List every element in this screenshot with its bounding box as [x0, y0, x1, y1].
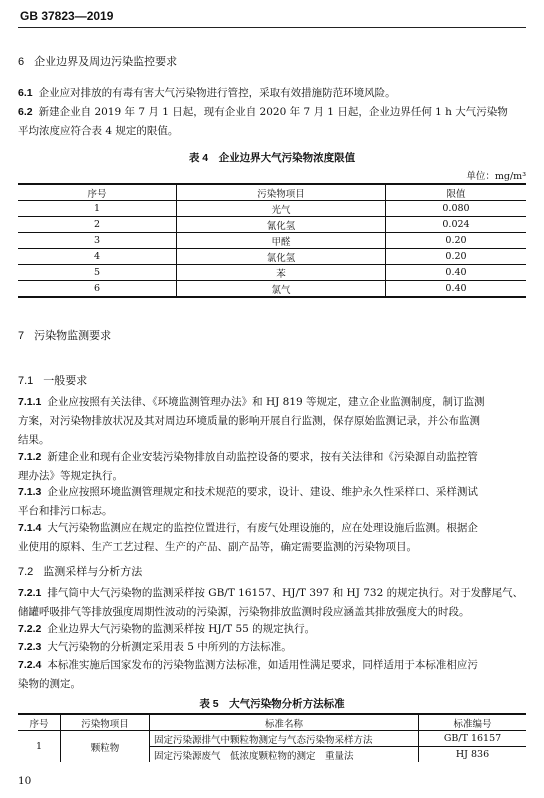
clause-text-line: 新建企业和现有企业安装污染物排放自动监控设备的要求，按有关法律和《污染源自动监控管 [47, 451, 478, 463]
table-4 [18, 183, 526, 298]
clause-text-line: 染物的测定。 [18, 678, 81, 690]
table-row [18, 265, 526, 281]
cell-limit: 0.40 [386, 265, 527, 281]
standard-header: GB 37823—2019 [20, 9, 114, 23]
cell-limit: 0.024 [386, 217, 527, 233]
cell-no: 5 [18, 265, 177, 281]
clause-text-line: 本标准实施后国家发布的污染物监测方法标准，如适用性满足要求，同样适用于本标准相应污 [47, 659, 478, 671]
cell-limit: 0.080 [386, 201, 527, 217]
clause-text-line: 新建企业自 2019 年 7 月 1 日起，现有企业自 2020 年 7 月 1 日起，企业边界任何 1 h 大气污染物 [38, 106, 508, 118]
paragraph-7-1-3 [18, 483, 528, 521]
clause-text-line: 平台和排污口标志。 [18, 505, 113, 517]
column-header: 标准编号 [419, 714, 527, 731]
table-row [18, 201, 526, 217]
column-header: 标准名称 [150, 714, 419, 731]
clause-text-line: 方案，对污染物排放状况及其对周边环境质量的影响开展自行监测，保存原始监测记录，并公布监测 [18, 415, 480, 427]
cell-pollutant: 氰化氢 [177, 217, 386, 233]
paragraph-7-1-4 [18, 519, 528, 557]
cell-limit: 0.20 [386, 249, 527, 265]
clause-text-line: 业使用的原料、生产工艺过程、生产的产品、副产品等，确定需要监测的污染物项目。 [18, 541, 417, 553]
column-header: 污染物项目 [177, 184, 386, 201]
column-header: 污染物项目 [61, 714, 150, 731]
cell-no: 3 [18, 233, 177, 249]
clause-text-line: 企业应按照有关法律、《环境监测管理办法》和 HJ 819 等规定，建立企业监测制度，制订监测 [47, 396, 485, 408]
clause-text-line: 结果。 [18, 434, 50, 446]
cell-standard-name: 固定污染源排气中颗粒物测定与气态污染物采样方法 [150, 731, 419, 747]
section-title: 污染物监测要求 [34, 330, 112, 342]
clause-number: 7.1.1 [18, 396, 42, 408]
paragraph-6-1 [18, 84, 528, 103]
cell-no: 1 [18, 201, 177, 217]
clause-text-line: 排气筒中大气污染物的监测采样按 GB/T 16157、HJ/T 397 和 HJ 732 的规定执行。对于发酵尾气、 [47, 587, 524, 599]
section-number: 7 [18, 330, 25, 342]
clause-text-line: 平均浓度应符合表 4 规定的限值。 [18, 125, 179, 137]
table-row [18, 281, 526, 298]
section-title: 一般要求 [43, 375, 88, 387]
table-row [18, 233, 526, 249]
section-title: 企业边界及周边污染监控要求 [34, 56, 178, 68]
cell-no: 1 [35, 741, 43, 752]
clause-text-line: 储罐呼吸排气等排放强度周期性波动的污染源，污染物排放监测时段应涵盖其排放强度大的时段。 [18, 606, 470, 618]
page-number: 10 [18, 775, 32, 787]
header-rule [18, 27, 526, 28]
cell-standard-code: HJ 836 [419, 747, 527, 763]
clause-text-line: 大气污染物监测应在规定的监控位置进行，有废气处理设施的，应在处理设施后监测。根据企 [47, 522, 478, 534]
clause-number: 7.2.1 [18, 587, 42, 599]
section-6-heading [18, 53, 177, 69]
paragraph-7-2-4 [18, 656, 528, 694]
clause-number: 7.2.3 [18, 641, 42, 653]
paragraph-6-2 [18, 103, 528, 141]
clause-text: 企业边界大气污染物的监测采样按 HJ/T 55 的规定执行。 [47, 623, 316, 635]
cell-standard-name: 固定污染源废气 低浓度颗粒物的测定 重量法 [150, 747, 419, 763]
clause-number: 6.1 [18, 87, 33, 99]
clause-number: 6.2 [18, 106, 33, 118]
section-number: 7.1 [18, 375, 34, 387]
table-row [18, 249, 526, 265]
cell-limit: 0.20 [386, 233, 527, 249]
section-number: 6 [18, 56, 25, 68]
section-number: 7.2 [18, 566, 34, 578]
clause-text: 大气污染物的分析测定采用表 5 中所列的方法标准。 [47, 641, 292, 653]
cell-pollutant: 苯 [177, 265, 386, 281]
table-row [18, 731, 526, 747]
table-row [18, 217, 526, 233]
cell-no: 4 [18, 249, 177, 265]
table-4-caption: 表 4 企业边界大气污染物浓度限值 [188, 152, 356, 164]
clause-number: 7.2.2 [18, 623, 42, 635]
cell-no: 6 [18, 281, 177, 298]
clause-number: 7.1.3 [18, 486, 42, 498]
table-4-unit: 单位：mg/m³ [466, 171, 526, 182]
paragraph-7-1-2 [18, 448, 528, 486]
cell-pollutant: 氯化氢 [177, 249, 386, 265]
table-5 [18, 713, 526, 762]
section-title: 监测采样与分析方法 [43, 566, 143, 578]
cell-pollutant: 甲醛 [177, 233, 386, 249]
clause-text-line: 企业应按照环境监测管理规定和技术规范的要求，设计、建设、维护永久性采样口、采样测试 [47, 486, 478, 498]
section-7-2-heading [18, 563, 142, 579]
paragraph-7-1-1 [18, 393, 528, 450]
table-5-caption: 表 5 大气污染物分析方法标准 [199, 698, 345, 710]
paragraph-7-2-3 [18, 638, 528, 657]
clause-number: 7.1.2 [18, 451, 42, 463]
section-7-1-heading [18, 372, 87, 388]
cell-standard-code: GB/T 16157 [419, 731, 527, 747]
cell-pollutant: 颗粒物 [61, 731, 150, 763]
paragraph-7-2-1 [18, 584, 528, 622]
cell-limit: 0.40 [386, 281, 527, 298]
section-7-heading [18, 327, 111, 343]
column-header: 序号 [18, 184, 177, 201]
clause-text-line: 理办法》等规定执行。 [18, 470, 123, 482]
column-header: 序号 [18, 714, 61, 731]
paragraph-7-2-2 [18, 620, 528, 639]
clause-number: 7.1.4 [18, 522, 42, 534]
clause-text: 企业应对排放的有毒有害大气污染物进行管控，采取有效措施防范环境风险。 [38, 87, 396, 99]
cell-no: 2 [18, 217, 177, 233]
column-header: 限值 [386, 184, 527, 201]
cell-pollutant: 氯气 [177, 281, 386, 298]
clause-number: 7.2.4 [18, 659, 42, 671]
cell-pollutant: 光气 [177, 201, 386, 217]
